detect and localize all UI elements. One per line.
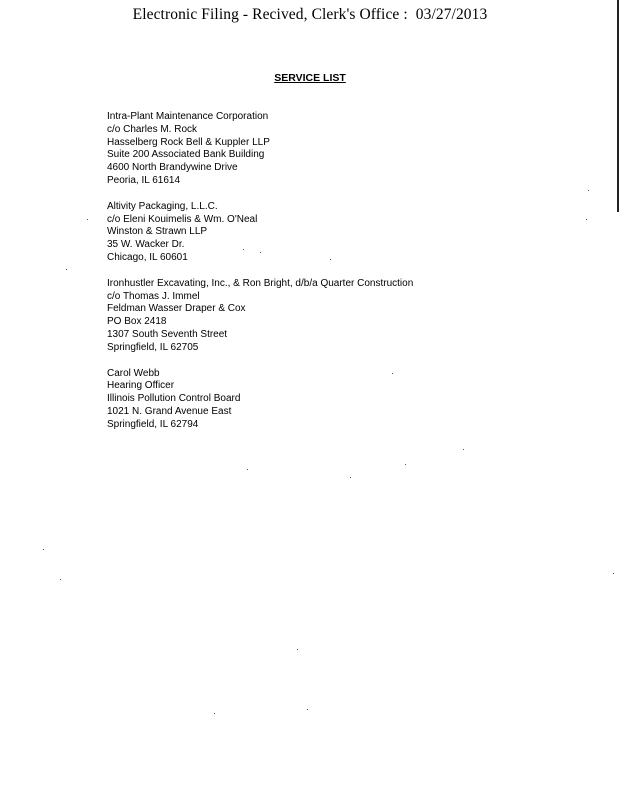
scan-speck [463, 449, 464, 450]
address-line: Peoria, IL 61614 [107, 174, 181, 186]
filing-stamp: Electronic Filing - Recived, Clerk's Office : 03/27/2013 [132, 6, 488, 23]
service-entry-4 [107, 368, 413, 432]
address-line: Winston & Strawn LLP [107, 226, 208, 238]
scan-edge-line [617, 0, 619, 212]
address-line: 1307 South Seventh Street [107, 328, 228, 340]
scan-speck [243, 249, 244, 250]
address-line: 35 W. Wacker Dr. [107, 239, 185, 251]
scan-speck [247, 469, 248, 470]
scan-speck [330, 259, 331, 260]
address-line: Chicago, IL 60601 [107, 251, 188, 263]
address-line: Feldman Wasser Draper & Cox [107, 303, 246, 315]
service-list [107, 111, 413, 445]
address-line: Hearing Officer [107, 380, 175, 392]
address-line: Springfield, IL 62794 [107, 418, 199, 430]
scan-speck [613, 573, 614, 574]
scan-speck [588, 190, 589, 191]
scan-speck [214, 713, 215, 714]
address-line: PO Box 2418 [107, 316, 167, 328]
address-line: Intra-Plant Maintenance Corporation [107, 111, 269, 122]
page-title: SERVICE LIST [274, 72, 346, 84]
scan-speck [307, 709, 308, 710]
service-entry-1 [107, 111, 413, 188]
service-entry-2 [107, 201, 413, 265]
scan-speck [87, 219, 88, 220]
scan-speck [260, 252, 261, 253]
scan-speck [405, 464, 406, 465]
address-line: 4600 North Brandywine Drive [107, 162, 238, 174]
scan-speck [350, 477, 351, 478]
scan-speck [60, 579, 61, 580]
scan-speck [297, 649, 298, 650]
address-line: Suite 200 Associated Bank Building [107, 149, 265, 161]
address-line: Altivity Packaging, L.L.C. [107, 200, 218, 212]
service-entry-3 [107, 278, 413, 355]
address-line: 1021 N. Grand Avenue East [107, 405, 232, 417]
address-line: c/o Charles M. Rock [107, 123, 198, 135]
scan-speck [66, 269, 67, 270]
address-line: c/o Thomas J. Immel [107, 290, 200, 302]
address-line: Springfield, IL 62705 [107, 341, 199, 353]
address-line: Illinois Pollution Control Board [107, 393, 241, 405]
address-line: Carol Webb [107, 367, 160, 379]
address-line: c/o Eleni Kouimelis & Wm. O'Neal [107, 213, 258, 225]
scan-speck [586, 219, 587, 220]
scan-speck [43, 549, 44, 550]
scan-speck [392, 373, 393, 374]
address-line: Hasselberg Rock Bell & Kuppler LLP [107, 136, 270, 148]
address-line: Ironhustler Excavating, Inc., & Ron Bright, d/b/a Quarter Construction [107, 277, 414, 289]
